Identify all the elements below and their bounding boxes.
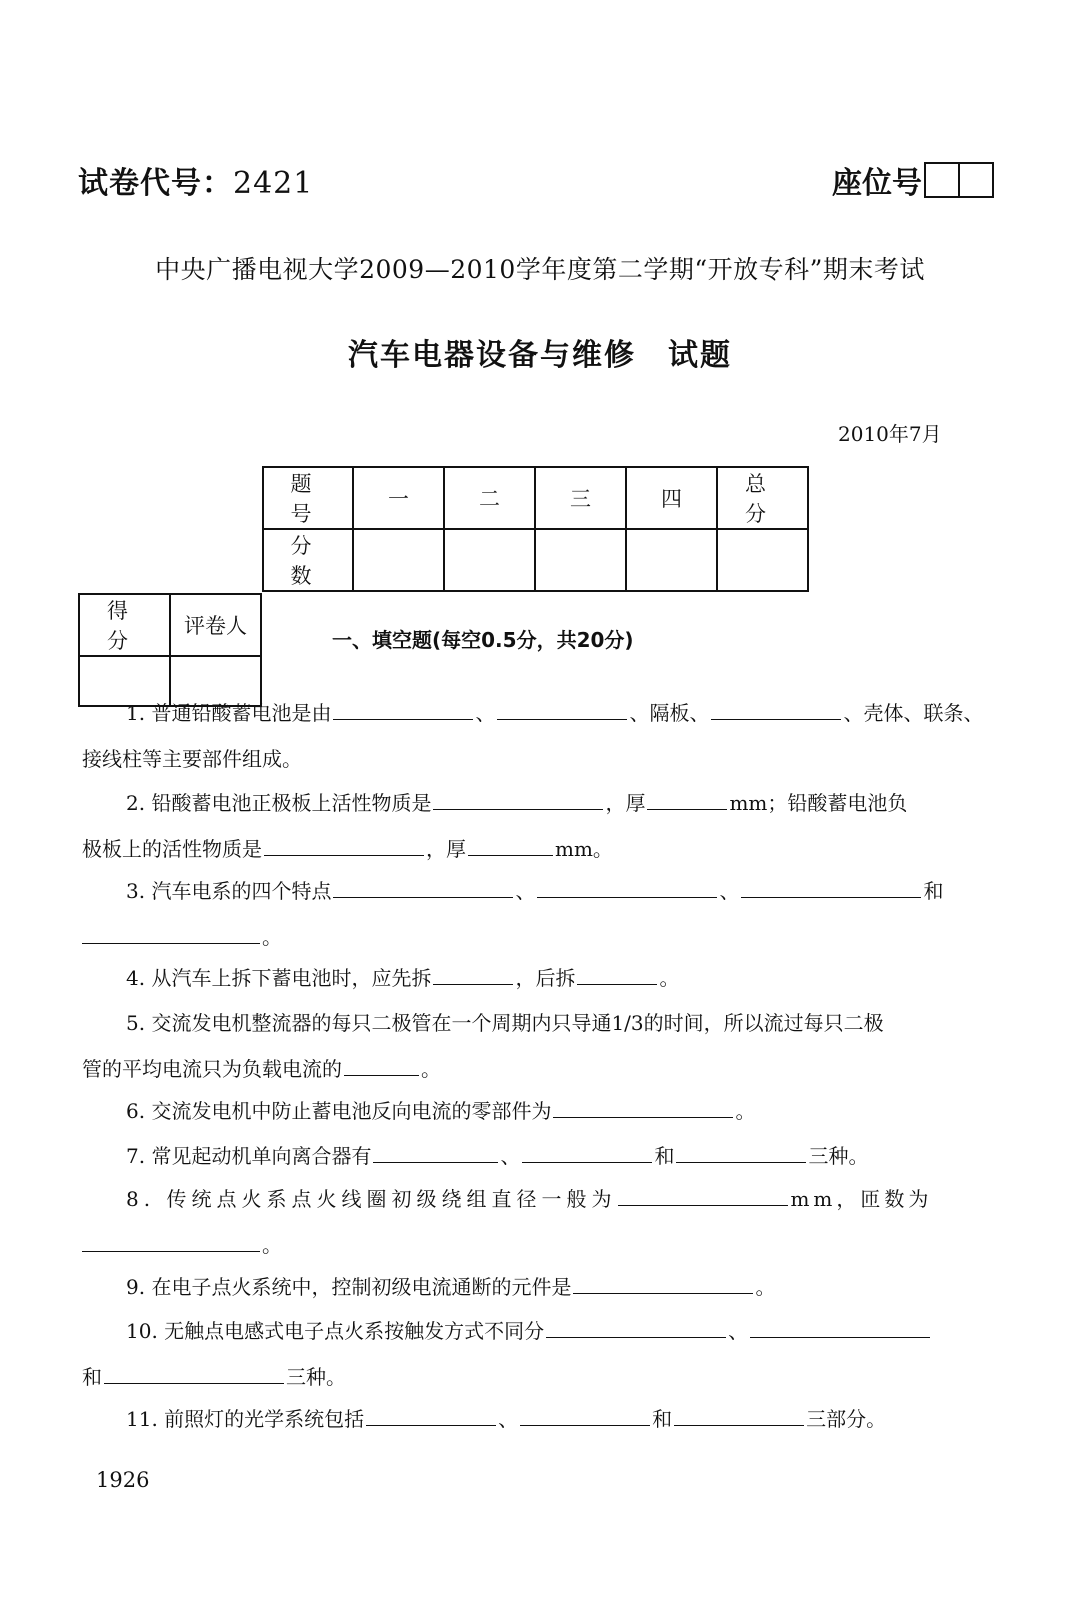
answer-blank[interactable] [264,835,424,856]
answer-blank[interactable] [553,1097,733,1118]
score-table-header-row [263,467,808,529]
answer-blank[interactable] [577,964,657,985]
answer-blank[interactable] [741,877,921,898]
university-line: 中央广播电视大学2009—2010学年度第二学期“开放专科”期末考试 [155,255,925,284]
question-9: 9. 在电子点火系统中，控制初级电流通断的元件是 。 [126,1275,776,1299]
score-table [262,466,815,592]
answer-blank[interactable] [674,1405,804,1426]
question-6: 6. 交流发电机中防止蓄电池反向电流的零部件为 。 [126,1099,756,1123]
answer-blank[interactable] [82,923,260,944]
score-entry-cell[interactable] [717,529,808,591]
score-table-cell: 四 [626,467,717,529]
question-7: 7. 常见起动机单向离合器有 、 和 三种。 [126,1144,869,1168]
seat-box [924,162,960,198]
answer-blank[interactable] [497,699,627,720]
question-11: 11. 前照灯的光学系统包括 、 和 三部分。 [126,1407,887,1431]
question-2: 2. 铅酸蓄电池正极板上活性物质是 ，厚 mm；铅酸蓄电池负 极板上的活性物质是 ，厚 mm。 [82,791,908,861]
section-heading: 一、填空题(每空0.5分，共20分) [332,628,634,652]
answer-blank[interactable] [647,789,727,810]
seat-box [960,162,994,198]
question-3: 3. 汽车电系的四个特点 、 、 和 。 [82,868,1002,960]
answer-blank[interactable] [711,699,841,720]
seat-number [832,158,994,202]
question-4: 4. 从汽车上拆下蓄电池时，应先拆 ，后拆 。 [126,966,680,990]
score-table-cell: 总 分 [717,467,808,529]
question-8: 8. 传统点火系点火线圈初级绕组直径一般为 mm，匝数为 。 [82,1176,1002,1268]
paper-code-number: 2421 [233,166,314,201]
question-1: 1. 普通铅酸蓄电池是由 、 、隔板、 、壳体、联条、 接线柱等主要部件组成。 [82,701,984,771]
answer-blank[interactable] [104,1363,284,1384]
answer-blank[interactable] [333,699,473,720]
answer-blank[interactable] [750,1317,930,1338]
score-entry-cell[interactable] [535,529,626,591]
paper-code-label: 试卷代号： [78,166,233,201]
score-entry-cell[interactable] [444,529,535,591]
grader-name-header: 评卷人 [170,594,261,656]
answer-blank[interactable] [537,877,717,898]
question-5: 5. 交流发电机整流器的每只二极管在一个周期内只导通1/3的时间，所以流过每只二极 管的平均电流只为负载电流的 。 [82,1011,884,1081]
answer-blank[interactable] [82,1231,260,1252]
answer-blank[interactable] [546,1317,726,1338]
answer-blank[interactable] [333,877,513,898]
answer-blank[interactable] [573,1273,753,1294]
score-table-cell: 分 数 [263,529,353,591]
exam-date: 2010年7月 [838,422,942,446]
answer-blank[interactable] [373,1142,498,1163]
answer-blank[interactable] [618,1185,788,1206]
answer-blank[interactable] [433,964,513,985]
answer-blank[interactable] [468,835,553,856]
seat-number-label: 座位号 [832,166,922,201]
exam-title: 汽车电器设备与维修 试题 [348,338,732,373]
paper-code [78,158,313,202]
answer-blank[interactable] [522,1142,652,1163]
answer-blank[interactable] [676,1142,806,1163]
answer-blank[interactable] [344,1055,419,1076]
grader-score-header: 得 分 [79,594,170,656]
answer-blank[interactable] [433,789,603,810]
answer-blank[interactable] [366,1405,496,1426]
page-number: 1926 [96,1468,150,1492]
score-table-cell: 二 [444,467,535,529]
score-entry-cell[interactable] [626,529,717,591]
question-10: 10. 无触点电感式电子点火系按触发方式不同分 、 和 三种。 [82,1308,1002,1400]
score-entry-cell[interactable] [353,529,444,591]
score-table-cell: 题 号 [263,467,353,529]
score-table-score-row [263,529,808,591]
score-table-cell: 三 [535,467,626,529]
score-table-cell: 一 [353,467,444,529]
seat-number-boxes [924,162,994,198]
answer-blank[interactable] [520,1405,650,1426]
